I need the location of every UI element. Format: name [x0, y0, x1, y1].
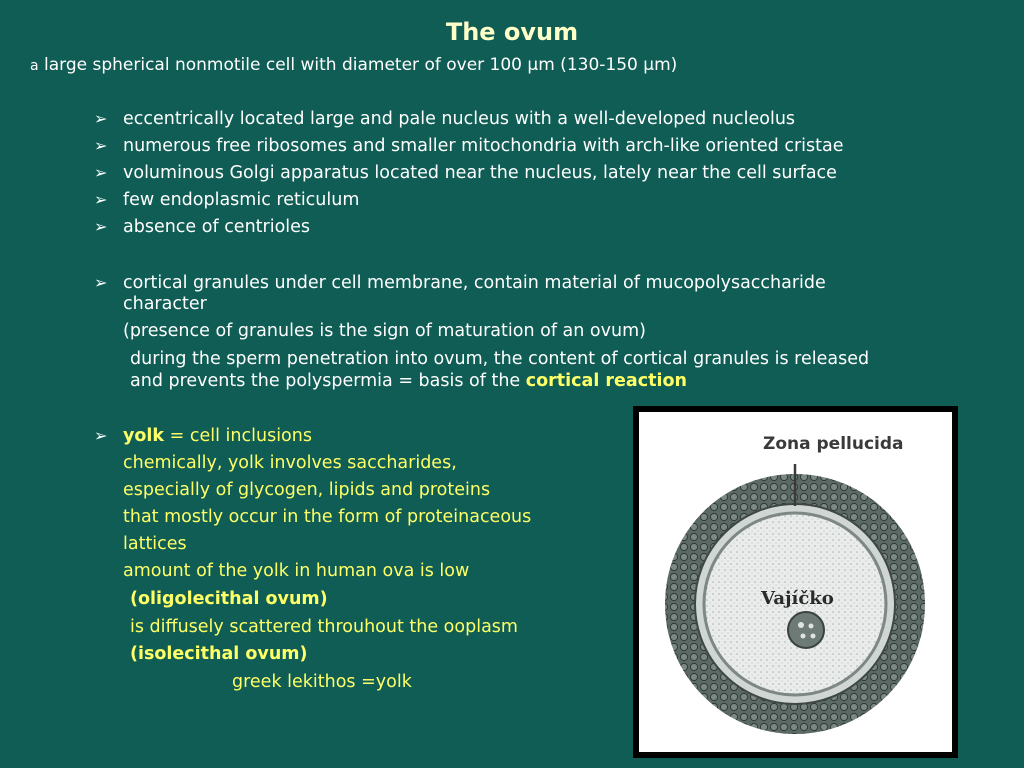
- bullet-arrow-icon: ➢: [94, 163, 108, 182]
- isolecithal-label: (isolecithal ovum): [130, 644, 308, 664]
- bullet-arrow-icon: ➢: [94, 109, 108, 128]
- ovum-illustration: [639, 412, 952, 752]
- bullet-er: few endoplasmic reticulum: [123, 190, 360, 210]
- cortical-line-1: cortical granules under cell membrane, contain material of mucopolysaccharide: [123, 273, 826, 293]
- slide-title: The ovum: [445, 18, 579, 46]
- cortical-line-5-text: and prevents the polyspermia = basis of the: [130, 371, 526, 391]
- bullet-arrow-icon: ➢: [94, 426, 108, 445]
- subtitle-prefix: a: [30, 58, 39, 74]
- bullet-nucleus: eccentrically located large and pale nucleus with a well-developed nucleolus: [123, 109, 796, 129]
- cortical-line-3: (presence of granules is the sign of maturation of an ovum): [123, 321, 646, 341]
- ovum-figure-canvas: [639, 412, 952, 752]
- yolk-line-1: chemically, yolk involves saccharides,: [123, 453, 457, 473]
- yolk-line-3: that mostly occur in the form of proteinaceous: [123, 507, 532, 527]
- bullet-arrow-icon: ➢: [94, 190, 108, 209]
- cortical-reaction-term: cortical reaction: [525, 371, 687, 391]
- bullet-ribosomes: numerous free ribosomes and smaller mitochondria with arch-like oriented cristae: [123, 136, 844, 156]
- nucleolus: [798, 622, 804, 628]
- cortical-line-2: character: [123, 294, 207, 314]
- cortical-line-4: during the sperm penetration into ovum, the content of cortical granules is released: [130, 349, 870, 369]
- nucleus: [788, 612, 824, 648]
- ovum-figure: [633, 406, 958, 758]
- oligolecithal-label: (oligolecithal ovum): [130, 589, 328, 609]
- scatter-line: is diffusely scattered throuhout the ooplasm: [130, 617, 518, 637]
- yolk-line-2: especially of glycogen, lipids and proteins: [123, 480, 491, 500]
- bullet-golgi: voluminous Golgi apparatus located near the nucleus, lately near the cell surface: [123, 163, 837, 183]
- yolk-term: yolk: [123, 426, 165, 446]
- yolk-definition: = cell inclusions: [164, 426, 312, 446]
- bullet-centrioles: absence of centrioles: [123, 217, 311, 237]
- yolk-heading: [123, 425, 312, 447]
- slide-subtitle: [30, 55, 677, 75]
- greek-line: greek lekithos =yolk: [232, 672, 412, 692]
- yolk-line-4: lattices: [123, 534, 187, 554]
- cortical-line-5: [130, 370, 687, 392]
- subtitle-text: large spherical nonmotile cell with diameter of over 100 µm (130-150 µm): [44, 55, 678, 75]
- bullet-arrow-icon: ➢: [94, 217, 108, 236]
- bullet-arrow-icon: ➢: [94, 136, 108, 155]
- yolk-line-5: amount of the yolk in human ova is low: [123, 561, 470, 581]
- vajicko-label: Vajíčko: [761, 588, 834, 609]
- zona-pellucida-label: Zona pellucida: [763, 434, 904, 454]
- bullet-arrow-icon: ➢: [94, 273, 108, 292]
